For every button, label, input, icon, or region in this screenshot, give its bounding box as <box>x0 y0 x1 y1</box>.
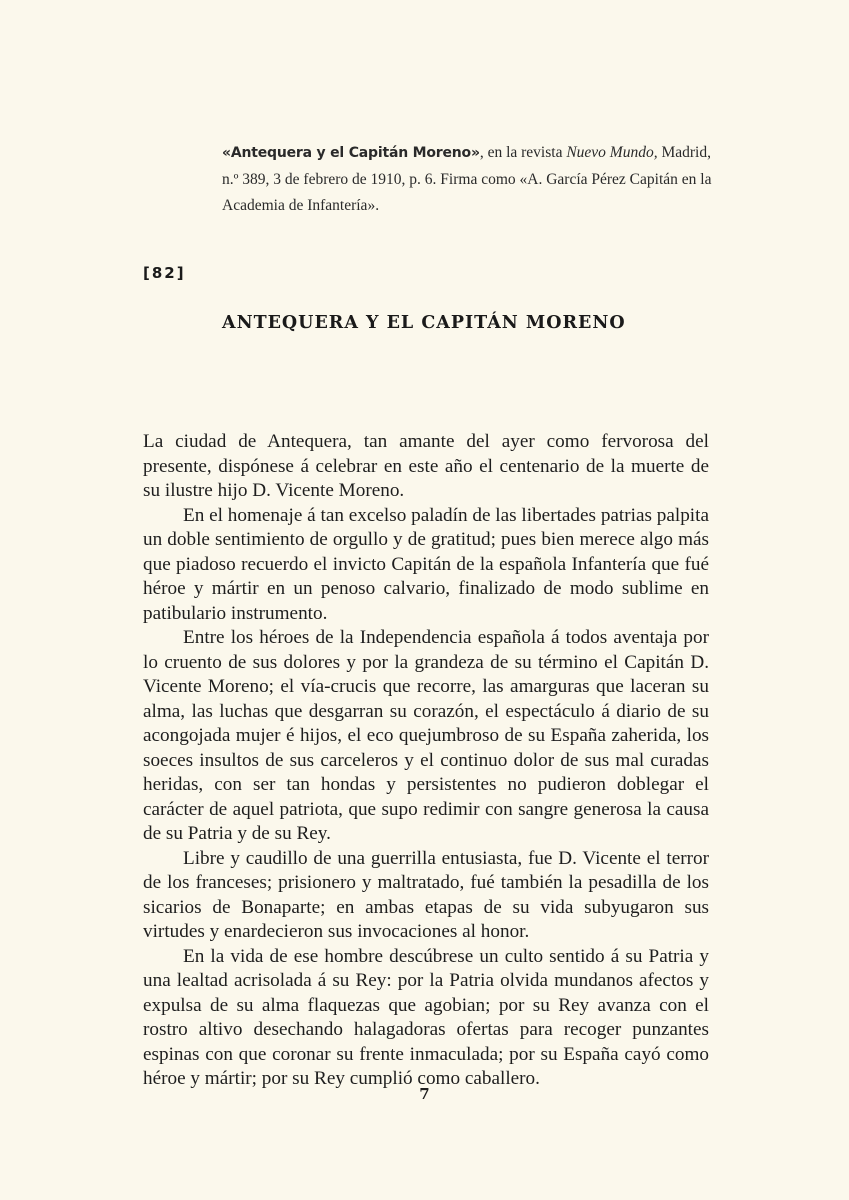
source-text-after-magazine: Madrid, n.º 389, 3 de febrero de 1910, p. 6. Firma como «A. García Pérez Capitán en la Academia de Infantería». <box>222 144 712 214</box>
paragraph-4: Libre y caudillo de una guerrilla entusiasta, fue D. Vicente el terror de los franceses; prisionero y maltratado, fué también la pesadilla de los sicarios de Bonaparte; en ambas etapas de su vida subyugaron sus virtudes y enardecieron sus invocaciones al honor. <box>143 847 709 942</box>
paragraph-3: Entre los héroes de la Independencia española á todos aventaja por lo cruento de sus dolores y por la grandeza de su término el Capitán D. Vicente Moreno; el vía-crucis que recorre, las amarguras que laceran su alma, las luchas que desgarran su corazón, el espectáculo á diario de su acongojada mujer é hijos, el eco quejumbroso de su España zaherida, los soeces insultos de sus carceleros y el continuo dolor de sus mal curadas heridas, con ser tan hondas y persistentes no pudieron doblegar el carácter de aquel patriota, que supo redimir con sangre generosa la causa de su Patria y de su Rey. <box>143 627 709 844</box>
source-article-title: «Antequera y el Capitán Moreno» <box>222 145 480 161</box>
body-text <box>143 430 709 1092</box>
page-number: 7 <box>419 1085 430 1103</box>
paragraph-1: La ciudad de Antequera, tan amante del ayer como fervorosa del presente, dispónese á celebrar en este año el centenario de la muerte de su ilustre hijo D. Vicente Moreno. <box>143 431 709 501</box>
source-note <box>222 140 712 220</box>
source-text-before-magazine: , en la revista <box>479 144 567 161</box>
paragraph-2: En el homenaje á tan excelso paladín de las libertades patrias palpita un doble sentimiento de orgullo y de gratitud; pues bien merece algo más que piadoso recuerdo el invicto Capitán de la española Infantería que fué héroe y mártir en un penoso calvario, finalizado de modo sublime en patibulario instrumento. <box>143 504 709 624</box>
document-title: ANTEQUERA Y EL CAPITÁN MORENO <box>222 313 626 333</box>
source-magazine-name: Nuevo Mundo, <box>566 144 658 161</box>
paragraph-5: En la vida de ese hombre descúbrese un culto sentido á su Patria y una lealtad acrisolada á su Rey: por la Patria olvida mundanos afectos y expulsa de su alma flaquezas que agobian; por su Rey avanza con el rostro altivo desechando halagadoras ofertas para recoger punzantes espinas con que coronar su frente inmaculada; por su España cayó como héroe y mártir; por su Rey cumplió como caballero. <box>143 945 709 1089</box>
document-number: [82] <box>143 264 186 282</box>
